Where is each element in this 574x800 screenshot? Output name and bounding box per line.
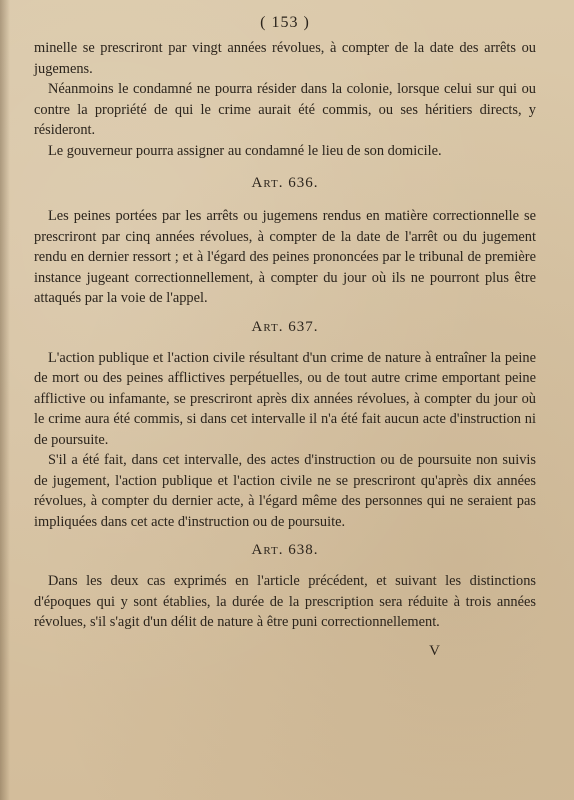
article-heading-638: Art. 638. — [251, 542, 319, 558]
paragraph: Le gouverneur pourra assigner au condamné le lieu de son domicile. — [48, 142, 442, 159]
paragraph-continued: minelle se prescriront par vingt années révolues, à compter de la date des arrêts ou jugemens. — [34, 40, 536, 77]
page-gutter-shadow — [0, 0, 10, 800]
paragraph: S'il a été fait, dans cet intervalle, des actes d'instruction ou de poursuite non suivis de jugement, l'action publique et l'action civile ne se prescriront qu'après dix années révolues, à compter du dernier acte, à l'égard même des personnes qui ne seraient pas impliquées dans cet acte d'instruction ou de poursuite. — [34, 452, 536, 530]
article-heading-637: Art. 637. — [251, 318, 319, 335]
article-heading-636: Art. 636. — [251, 175, 319, 191]
paragraph: Dans les deux cas exprimés en l'article précédent, et suivant les distinctions d'époques qui y sont établies, la durée de la prescription sera réduite à trois années révolues, s'il s'agit d'un délit de nature à être puni correctionnellement. — [34, 573, 536, 630]
paragraph: Néanmoins le condamné ne pourra résider dans la colonie, lorsque celui sur qui ou contre la propriété de qui le crime aurait été commis, ou ses héritiers directs, y résideront. — [34, 81, 536, 138]
signature-mark: V — [429, 642, 440, 659]
paragraph: Les peines portées par les arrêts ou jugemens rendus en matière correctionnelle se prescriront par cinq années révolues, à compter de la date de l'arrêt ou du jugement rendu en dernier ressort ; et à l'égard des peines prononcées par le tribunal de première instance jugeant correctionnellement, à compter du jour où ils ne pourront plus être attaqués par la voie de l'appel. — [34, 208, 536, 306]
paragraph: L'action publique et l'action civile résultant d'un crime de nature à entraîner la peine de mort ou des peines afflictives perpétuelles, ou de tout autre crime emportant peine afflictive ou infamante, se prescriront après dix années révolues, à compter du jour où le crime aura été commis, si dans cet intervalle il n'a été fait aucun acte d'instruction ni de poursuite. — [34, 349, 536, 448]
page-number: ( 153 ) — [260, 14, 310, 31]
